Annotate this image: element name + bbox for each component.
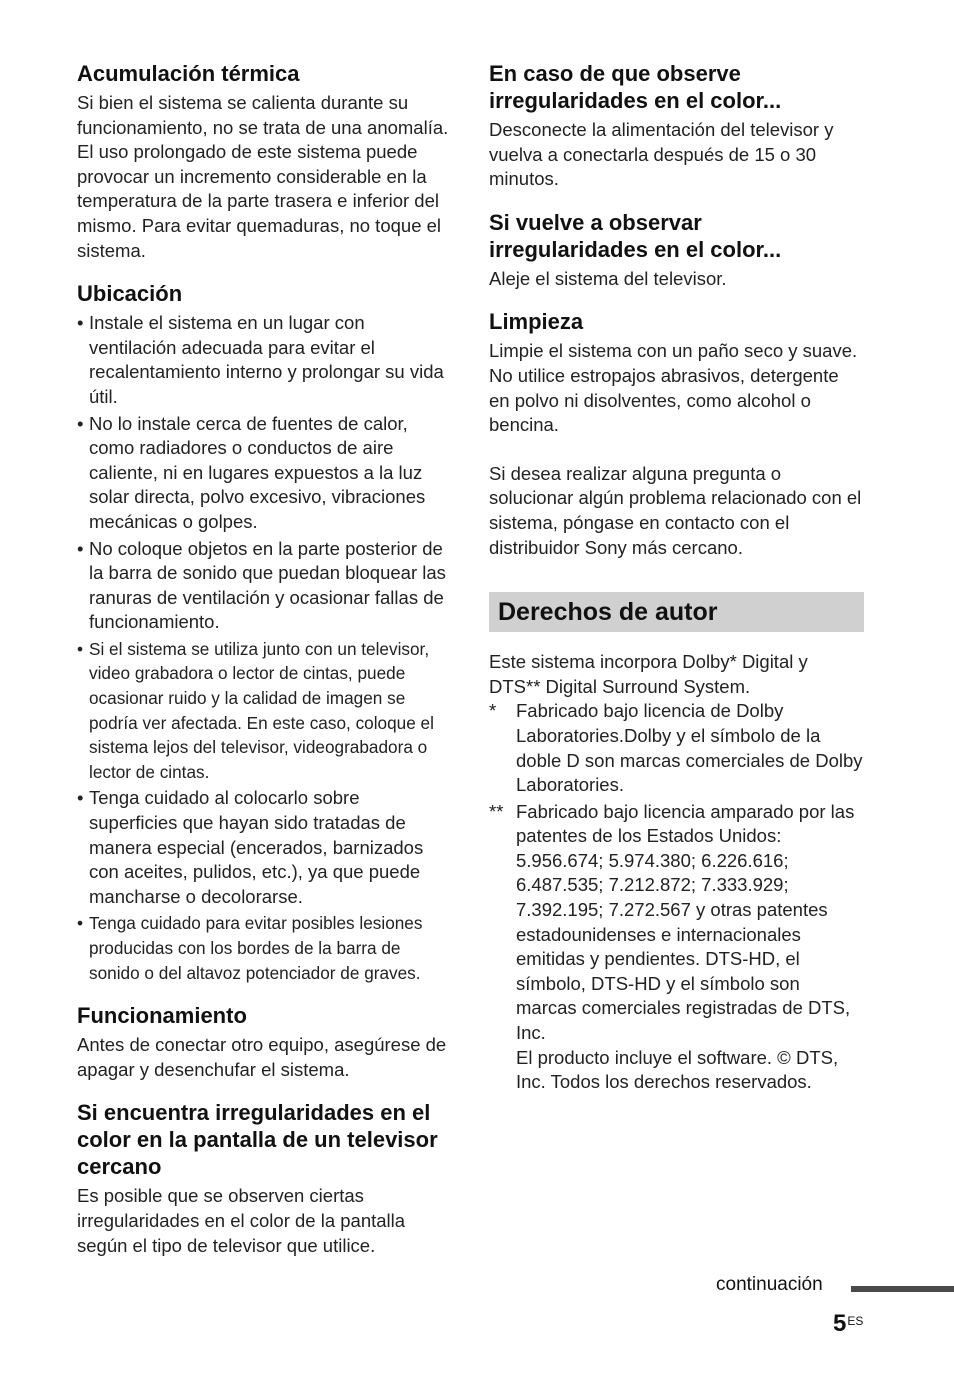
operation-text: Antes de conectar otro equipo, asegúrese de apagar y desenchufar el sistema. [77,1034,447,1080]
list-item [77,786,449,909]
section-location [77,280,449,985]
bullet-icon: • [77,312,84,334]
footnote-mark: ** [489,800,504,822]
list-item-text: Instale el sistema en un lugar con ventilación adecuada para evitar el recalentamiento interno y prolongar su vida útil. [89,312,444,407]
list-item [77,311,449,409]
bullet-icon: • [77,913,84,934]
again-text: Aleje el sistema del televisor. [489,267,727,289]
heading-observe: En caso de que observe irregularidades en el color... [489,61,782,113]
heading-copyright: Derechos de autor [498,597,718,626]
list-item-text: Tenga cuidado para evitar posibles lesiones producidas con los bordes de la barra de sonido o del altavoz potenciador de graves. [89,913,423,983]
section-cleaning [489,308,864,560]
list-item [77,537,449,635]
location-list [77,311,449,985]
heading-color-irregularities: Si encuentra irregularidades en el color en la pantalla de un televisor cercano [77,1100,438,1180]
footnote-text: Fabricado bajo licencia amparado por las patentes de los Estados Unidos: 5.956.674; 5.974.380; 6.226.616; 6.487.535; 7.212.872; 7.333.929; 7.392.195; 7.272.567 y otras patentes estadounidenses e internacionales emitidas y pendientes. DTS-HD, el símbolo, DTS-HD y el símbolo son marcas comerciales registradas de DTS, Inc. [516,800,855,1044]
heading-location: Ubicación [77,281,183,307]
bullet-icon: • [77,787,84,809]
bullet-icon: • [77,537,84,559]
list-item [77,637,449,785]
footnote-dolby [489,699,864,797]
section-operation [77,1002,449,1082]
color-irregularities-text: Es posible que se observen ciertas irregularidades en el color de la pantalla según el tipo de televisor que utilice. [77,1185,406,1256]
section-again [489,209,864,292]
list-item [77,412,449,535]
heading-cleaning: Limpieza [489,309,584,335]
bullet-icon: • [77,412,84,434]
footnote-software-text: El producto incluye el software. © DTS, Inc. Todos los derechos reservados. [516,1046,839,1093]
thermal-text: Si bien el sistema se calienta durante su funcionamiento, no se trata de una anomalía. El uso prolongado de este sistema puede provocar un incremento considerable en la temperatura de la parte trasera e inferior del mismo. Para evitar quemaduras, no toque el sistema. [77,92,449,261]
list-item-text: Si el sistema se utiliza junto con un televisor, video grabadora o lector de cintas, puede ocasionar ruido y la calidad de imagen se podría ver afectada. En este caso, coloque el sistema lejos del televisor, videograbadora o lector de cintas. [89,638,434,782]
left-column [77,60,449,1275]
cleaning-text: Limpie el sistema con un paño seco y suave. No utilice estropajos abrasivos, detergente en polvo ni disolventes, como alcohol o bencina. [489,340,858,436]
footnote-text: Fabricado bajo licencia de Dolby Laboratories.Dolby y el símbolo de la doble D son marcas comerciales de Dolby Laboratories. [516,700,863,796]
heading-operation: Funcionamiento [77,1003,247,1029]
page-number-value: 5 [833,1310,847,1337]
bullet-icon: • [77,638,84,659]
continuation-label: continuación [716,1274,823,1295]
section-thermal [77,60,449,263]
copyright-banner [489,592,864,632]
language-code: ES [847,1314,864,1328]
list-item-text: Tenga cuidado al colocarlo sobre superficies que hayan sido tratadas de manera especial (encerados, barnizados con aceites, pulidos, etc.), ya que puede mancharse o decolorarse. [89,787,424,907]
list-item-text: No coloque objetos en la parte posterior de la barra de sonido que puedan bloquear las ranuras de ventilación y ocasionar fallas de funcionamiento. [89,537,446,633]
contact-text: Si desea realizar alguna pregunta o solucionar algún problema relacionado con el sistema, póngase en contacto con el distribuidor Sony más cercano. [489,462,862,558]
page-number [833,1310,863,1338]
list-item-text: No lo instale cerca de fuentes de calor, como radiadores o conductos de aire caliente, ni en lugares expuestos a la luz solar directa, polvo excesivo, vibraciones mecánicas o golpes. [89,412,426,532]
list-item [77,911,449,985]
heading-thermal: Acumulación térmica [77,61,300,86]
footnote-mark: * [489,700,497,722]
heading-again: Si vuelve a observar irregularidades en el color... [489,209,782,262]
continuation-bar [851,1286,954,1292]
right-column [489,60,864,1097]
section-observe [489,60,864,192]
observe-text: Desconecte la alimentación del televisor y vuelva a conectarla después de 15 o 30 minutos. [489,119,834,190]
section-color-irregularities [77,1099,449,1258]
copyright-intro: Este sistema incorpora Dolby* Digital y DTS** Digital Surround System. [489,651,808,697]
footnote-dts [489,800,864,1095]
